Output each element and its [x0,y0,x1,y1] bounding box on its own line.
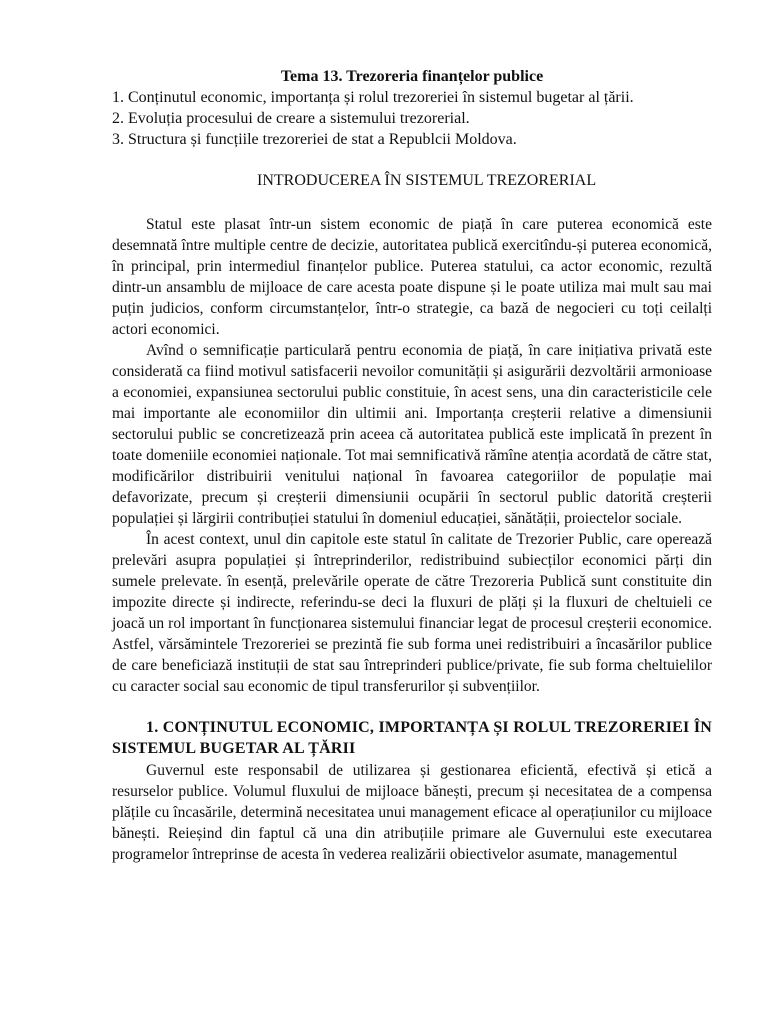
paragraph: Avînd o semnificație particulară pentru economia de piață, în care inițiativa privată este considerată ca fiind motivul satisfacerii nevoilor comunității și asigurării dezvoltării armonioase a economiei, expansiunea sectorului public constituie, în acest sens, una din caracteristicile cele mai importante ale economiilor din ultimii ani. Importanța creșterii relative a dimensiunii sectorului public se concretizează prin aceea că autoritatea publică este implicată în prezent în toate domeniile economiei naționale. Tot mai semnificativă rămîne atenția acordată de către stat, modificărilor distribuirii venitului național în favoarea categoriilor de populație mai defavorizate, precum și creșterii dimensiunii ocupării în sectorul public datorită creșterii populației și lărgirii contribuției statului în domeniul educației, sănătății, proiectelor sociale. [112,342,712,527]
document-title: Tema 13. Trezoreria finanțelor publice [280,68,544,85]
paragraph: Statul este plasat într-un sistem economic de piață în care puterea economică este desemnată între multiple centre de decizie, autoritatea publică exercitîndu-și puterea economică, în principal, prin intermediul finanțelor publice. Puterea statului, ca actor economic, rezultă dintr-un ansamblu de mijloace de care acesta poate dispune și le poate utiliza mai mult sau mai puțin judicios, conform circumstanțelor, într-o strategie, ca bază de negocieri cu toți ceilalți actori economici. [112,216,712,338]
section-body [112,760,712,865]
intro-body [112,214,712,697]
section-heading: 1. CONȚINUTUL ECONOMIC, IMPORTANȚA ȘI ROLUL TREZORERIEI ÎN SISTEMUL BUGETAR AL ȚĂRII [112,719,712,757]
paragraph: În acest context, unul din capitole este statul în calitate de Trezorier Public, care operează prelevări asupra populației și întreprinderilor, redistribuind subiecților economici părți din sumele prelevate. în esență, prelevările operate de către Trezoreria Publică sunt constituite din impozite directe și indirecte, referindu-se deci la fluxuri de plăți și la fluxuri de cheltuieli ce joacă un rol important în funcționarea sistemului financiar legat de procesul creșterii economice. Astfel, vărsămintele Trezoreriei se prezintă fie sub forma unei redistribuiri a încasărilor publice de care beneficiază instituții de stat sau întreprinderi publice/private, fie sub forma cheltuielilor cu caracter social sau economic de tipul transferurilor și subvențiilor. [112,531,712,695]
toc-item: 1. Conținutul economic, importanța și rolul trezoreriei în sistemul bugetar al țării. [112,89,634,106]
intro-heading: INTRODUCEREA ÎN SISTEMUL TREZORERIAL [257,172,597,189]
toc-item: 2. Evoluția procesului de creare a sistemului trezorerial. [112,110,470,127]
paragraph: Guvernul este responsabil de utilizarea și gestionarea eficientă, efectivă și etică a resurselor publice. Volumul fluxului de mijloace bănești, precum și necesitatea de a compensa plățile cu încasările, determină necesitatea unui management eficace al operațiunilor cu mijloace bănești. Reieșind din faptul că una din atribuțiile primare ale Guvernului este executarea programelor întreprinse de acesta în vederea realizării obiectivelor asumate, managementul [112,762,712,863]
toc-item: 3. Structura și funcțiile trezoreriei de stat a Republcii Moldova. [112,131,517,148]
table-of-contents [112,87,712,150]
